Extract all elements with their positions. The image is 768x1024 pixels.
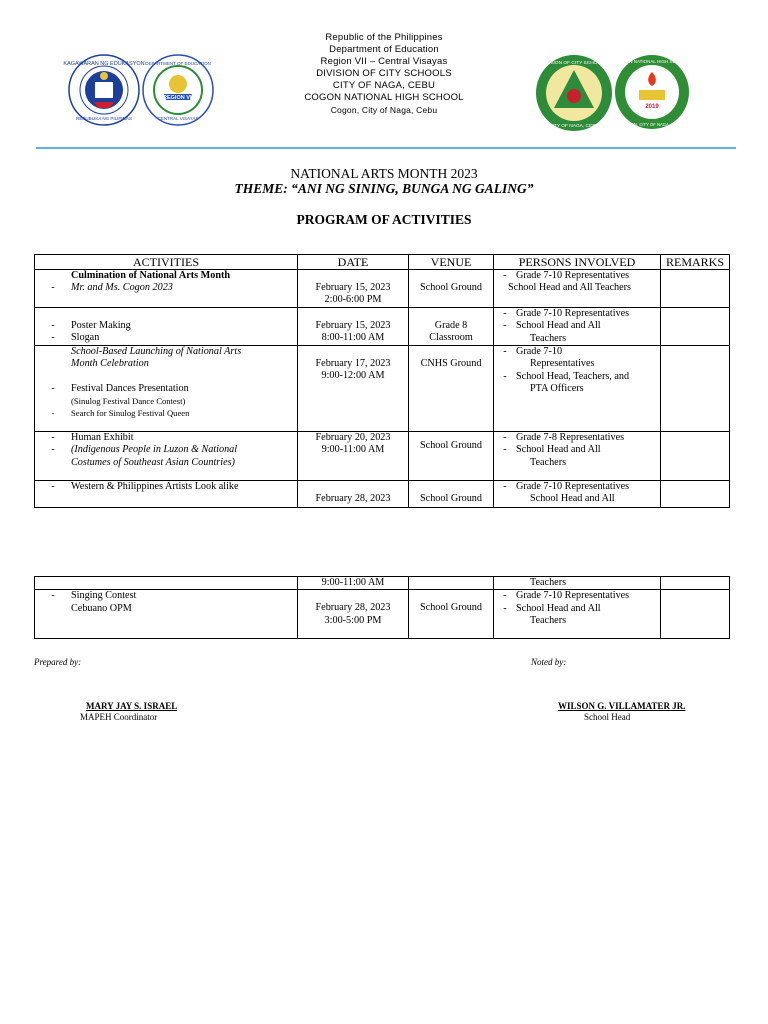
date-cell — [298, 432, 409, 481]
table-row — [35, 346, 730, 432]
persons-cell: - Grade 7-10 Representatives - School Head and All Teachers — [494, 590, 661, 639]
noted-by-role: School Head — [584, 712, 631, 722]
school-bottom-text: COGON, CITY OF NAGA, CEBU — [621, 122, 683, 127]
activity-cell: - Singing Contest Cebuano OPM — [35, 590, 298, 639]
activity-item: Poster Making — [71, 320, 131, 331]
date-cell — [298, 270, 409, 308]
letterhead — [234, 32, 534, 116]
date-cell — [298, 308, 409, 346]
prepared-by-label: Prepared by: — [34, 657, 82, 667]
activity-item: Mr. and Ms. Cogon 2023 — [71, 282, 173, 294]
col-venue: VENUE — [409, 255, 494, 270]
header-line-5: CITY OF NAGA, CEBU — [332, 80, 436, 91]
remarks-cell — [661, 308, 730, 346]
activity-sub: Cebuano OPM — [71, 602, 132, 614]
activity-item: Western & Philippines Artists Look alike — [71, 481, 239, 492]
activity-cell: Culmination of National Arts Month - Mr. and Ms. Cogon 2023 — [35, 270, 298, 308]
person-line: Teachers — [530, 456, 567, 468]
header-divider — [36, 147, 736, 149]
activity-item: Costumes of Southeast Asian Countries) — [71, 456, 235, 468]
remarks-cell — [661, 346, 730, 432]
remarks-cell — [661, 590, 730, 639]
table-row — [35, 432, 730, 481]
program-heading: PROGRAM OF ACTIVITIES — [296, 212, 472, 227]
date-cell — [298, 346, 409, 432]
person-line: School Head and All — [516, 602, 601, 614]
date-cell — [298, 590, 409, 639]
table-row — [35, 481, 730, 508]
person-line: Representatives — [530, 358, 595, 370]
person-line: PTA Officers — [530, 382, 584, 394]
venue-text: Classroom — [429, 332, 473, 344]
venue-cell — [409, 308, 494, 346]
persons-cell — [494, 577, 661, 590]
date-text: February 15, 2023 — [315, 320, 391, 331]
deped-bottom-text: REPUBLIKA NG PILIPINAS — [76, 116, 132, 121]
activity-item: (Indigenous People in Luzon & National — [71, 444, 238, 456]
persons-cell: - Grade 7-8 Representatives - School Head and All Teachers — [494, 432, 661, 481]
venue-cell — [409, 346, 494, 432]
person-line: Teachers — [530, 332, 567, 344]
date-text: February 20, 2023 — [315, 432, 391, 443]
person-line: School Head and All — [516, 320, 601, 332]
activities-table-continued — [34, 576, 730, 639]
header-line-1: Republic of the Philippines — [325, 32, 443, 43]
date-text: February 17, 2023 — [315, 358, 391, 369]
school-ring-text: COGON NATIONAL HIGH SCHOOL — [615, 59, 689, 64]
activities-table — [34, 254, 730, 508]
activity-item: Singing Contest — [71, 590, 137, 602]
venue-text: School Ground — [420, 282, 482, 293]
prepared-by-role: MAPEH Coordinator — [80, 712, 158, 722]
document-title: NATIONAL ARTS MONTH 2023 — [290, 166, 478, 181]
time-text: 9:00-11:00 AM — [321, 444, 385, 456]
table-row — [35, 577, 730, 590]
person-line: Grade 7-8 Representatives — [516, 432, 625, 443]
venue-cell — [409, 590, 494, 639]
remarks-cell — [661, 270, 730, 308]
table-row — [35, 270, 730, 308]
person-line: School Head and All Teachers — [508, 282, 632, 294]
venue-cell — [409, 481, 494, 508]
region-banner: REGION VII — [163, 95, 193, 101]
person-line: Teachers — [530, 577, 567, 588]
school-seal — [614, 54, 690, 130]
date-text: February 28, 2023 — [315, 602, 391, 614]
col-persons: PERSONS INVOLVED — [494, 255, 661, 270]
persons-cell: - Grade 7-10 Representatives - School Head, Teachers, and PTA Officers — [494, 346, 661, 432]
person-line: Grade 7-10 — [516, 346, 563, 357]
time-text: 8:00-11:00 AM — [321, 332, 385, 344]
deped-seal — [63, 54, 145, 126]
date-cell — [298, 481, 409, 508]
col-activities: ACTIVITIES — [35, 255, 298, 270]
deped-ring-text: KAGAWARAN NG EDUKASYON — [63, 61, 145, 67]
table-row — [35, 308, 730, 346]
persons-cell: - Grade 7-10 Representatives - School Head and All Teachers — [494, 308, 661, 346]
time-text: 2:00-6:00 PM — [324, 294, 382, 306]
header-line-7: Cogon, City of Naga, Cebu — [330, 105, 438, 115]
person-line: Grade 7-10 Representatives — [516, 270, 630, 281]
activity-cell: - Western & Philippines Artists Look alike — [35, 481, 298, 508]
division-bottom-text: CITY OF NAGA, CEBU — [549, 124, 599, 129]
person-line: Teachers — [530, 614, 567, 626]
person-line: Grade 7-10 Representatives — [516, 308, 630, 319]
venue-text: CNHS Ground — [420, 358, 482, 369]
date-cell — [298, 577, 409, 590]
activity-cell: School-Based Launching of National Arts Month Celebration - Festival Dances Presentation (Sinulog Festival Dance Contest) - Search for Sinulog Festival Queen — [35, 346, 298, 432]
header-line-2: Department of Education — [329, 44, 439, 55]
noted-by-name: WILSON G. VILLAMATER JR. — [558, 701, 686, 711]
date-text: February 28, 2023 — [315, 493, 391, 504]
venue-text: Grade 8 — [434, 320, 468, 331]
remarks-cell — [661, 577, 730, 590]
time-text: 9:00-12:00 AM — [321, 370, 385, 382]
activity-item: Festival Dances Presentation — [71, 382, 189, 394]
division-ring-text: DIVISION OF CITY SCHOOLS — [540, 61, 608, 66]
venue-cell — [409, 270, 494, 308]
activity-heading: Culmination of National Arts Month — [71, 270, 231, 281]
activity-item: Search for Sinulog Festival Queen — [71, 408, 190, 419]
table-row — [35, 590, 730, 639]
person-line: School Head and All — [516, 444, 601, 456]
venue-text: School Ground — [420, 493, 482, 504]
person-line: Grade 7-10 Representatives — [516, 481, 630, 492]
prepared-by-name: MARY JAY S. ISRAEL — [86, 701, 178, 711]
theme-line: THEME: “ANI NG SINING, BUNGA NG GALING” — [234, 181, 534, 196]
date-text: February 15, 2023 — [315, 282, 391, 293]
region-bottom-text: CENTRAL VISAYAS — [157, 116, 199, 121]
activity-item: Slogan — [71, 332, 100, 344]
school-year: 2019 — [645, 104, 659, 110]
header-line-3: Region VII – Central Visayas — [320, 56, 448, 67]
division-seal — [535, 54, 613, 132]
header-line-4: DIVISION OF CITY SCHOOLS — [316, 68, 452, 79]
time-text: 9:00-11:00 AM — [321, 577, 385, 588]
remarks-cell — [661, 481, 730, 508]
venue-cell — [409, 577, 494, 590]
venue-text: School Ground — [420, 440, 482, 451]
remarks-cell — [661, 432, 730, 481]
venue-cell — [409, 432, 494, 481]
venue-text: School Ground — [420, 602, 482, 614]
region-ring-text: DEPARTMENT OF EDUCATION — [145, 61, 211, 66]
person-line: School Head, Teachers, and — [516, 370, 630, 382]
region-seal — [142, 54, 214, 126]
noted-by-label: Noted by: — [531, 657, 567, 667]
activity-cell: - Poster Making - Slogan — [35, 308, 298, 346]
persons-cell: - Grade 7-10 Representatives School Head and All — [494, 481, 661, 508]
col-remarks: REMARKS — [661, 255, 730, 270]
person-line: Grade 7-10 Representatives — [516, 590, 630, 602]
activity-item: Human Exhibit — [71, 432, 134, 443]
activity-heading: School-Based Launching of National Arts — [71, 346, 242, 357]
table-header-row — [35, 255, 730, 270]
activity-heading: Month Celebration — [71, 358, 149, 370]
time-text: 3:00-5:00 PM — [324, 614, 382, 626]
persons-cell: - Grade 7-10 Representatives School Head and All Teachers — [494, 270, 661, 308]
activity-cell — [35, 577, 298, 590]
header-line-6: COGON NATIONAL HIGH SCHOOL — [304, 92, 464, 103]
activity-cell: - Human Exhibit - (Indigenous People in Luzon & National Costumes of Southeast Asian Countries) — [35, 432, 298, 481]
activity-note: (Sinulog Festival Dance Contest) — [71, 396, 186, 407]
col-date: DATE — [298, 255, 409, 270]
person-line: School Head and All — [530, 493, 615, 505]
